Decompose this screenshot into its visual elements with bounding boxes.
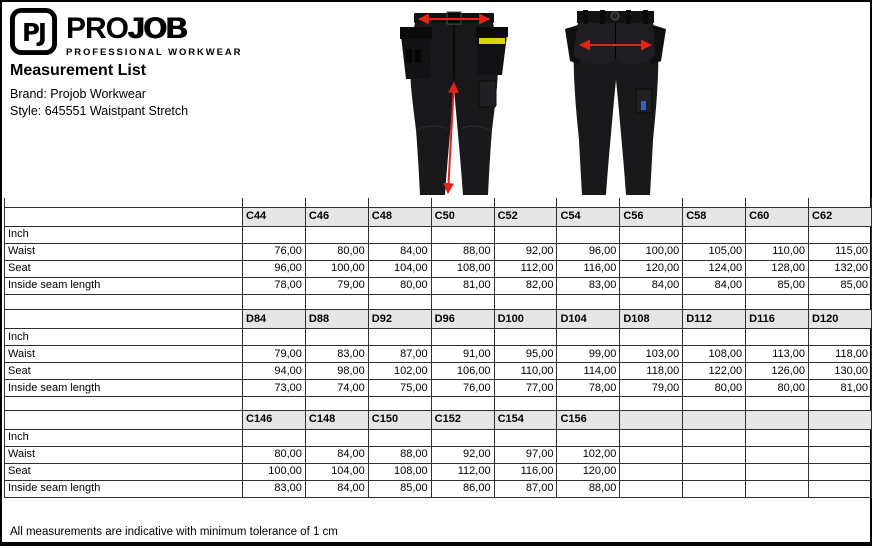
measure-value <box>620 463 683 480</box>
measure-value: 73,00 <box>243 380 306 397</box>
size-header-cell: D116 <box>746 310 809 329</box>
measure-value: 102,00 <box>557 446 620 463</box>
size-table-c <box>4 198 872 295</box>
corner-cell <box>5 410 243 429</box>
measure-value <box>809 480 872 497</box>
measure-value <box>620 446 683 463</box>
measure-value: 88,00 <box>557 480 620 497</box>
measure-value: 82,00 <box>494 277 557 294</box>
measure-row <box>5 346 872 363</box>
measure-value: 100,00 <box>243 463 306 480</box>
measure-label: Inch <box>5 429 243 446</box>
hi-vis-stripe <box>479 38 505 44</box>
spacer-cell <box>243 397 306 410</box>
spacer-cell <box>243 295 306 310</box>
spacer-cell <box>305 295 368 310</box>
measure-row <box>5 277 872 294</box>
measure-row <box>5 226 872 243</box>
measure-label: Waist <box>5 346 243 363</box>
page-title: Measurement List <box>10 62 147 79</box>
measure-value: 78,00 <box>243 277 306 294</box>
measure-value: 81,00 <box>809 380 872 397</box>
cargo-pocket <box>479 81 496 107</box>
size-header-cell: C48 <box>368 207 431 226</box>
measure-value <box>431 429 494 446</box>
spacer-cell <box>431 295 494 310</box>
measure-value <box>368 329 431 346</box>
measure-value <box>683 429 746 446</box>
spacer-row <box>5 397 872 410</box>
size-header-cell: C154 <box>494 410 557 429</box>
measure-value <box>746 480 809 497</box>
measure-value <box>809 446 872 463</box>
measure-value: 79,00 <box>620 380 683 397</box>
measure-value: 88,00 <box>368 446 431 463</box>
measure-value <box>305 429 368 446</box>
measure-value: 84,00 <box>305 446 368 463</box>
size-header-row <box>5 410 872 429</box>
measure-value: 108,00 <box>431 260 494 277</box>
measure-value: 86,00 <box>431 480 494 497</box>
size-header-cell <box>683 410 746 429</box>
measure-value <box>305 226 368 243</box>
measure-value: 77,00 <box>494 380 557 397</box>
measure-value: 115,00 <box>809 243 872 260</box>
size-header-cell <box>746 410 809 429</box>
measure-value <box>746 446 809 463</box>
size-header-cell: D88 <box>305 310 368 329</box>
measure-value: 130,00 <box>809 363 872 380</box>
measure-value <box>809 463 872 480</box>
measure-value: 85,00 <box>368 480 431 497</box>
spacer-cell <box>431 198 494 207</box>
measure-value <box>620 226 683 243</box>
measure-label: Inch <box>5 226 243 243</box>
measure-value: 124,00 <box>683 260 746 277</box>
spacer-cell <box>683 198 746 207</box>
measure-value: 99,00 <box>557 346 620 363</box>
measure-label: Seat <box>5 463 243 480</box>
measure-label: Seat <box>5 363 243 380</box>
measure-value: 126,00 <box>746 363 809 380</box>
measure-value: 116,00 <box>557 260 620 277</box>
measure-row <box>5 446 872 463</box>
measure-label: Waist <box>5 446 243 463</box>
pants-back-photo <box>552 5 679 201</box>
measure-value: 113,00 <box>746 346 809 363</box>
spacer-cell <box>5 295 243 310</box>
measure-row <box>5 429 872 446</box>
measure-value <box>243 329 306 346</box>
measure-value: 79,00 <box>243 346 306 363</box>
measure-value <box>809 226 872 243</box>
svg-text:PJ: PJ <box>21 17 46 47</box>
pj-monogram-icon <box>10 8 57 55</box>
measure-value: 105,00 <box>683 243 746 260</box>
spacer-cell <box>5 397 243 410</box>
spacer-cell <box>620 397 683 410</box>
brand-line: Brand: Projob Workwear <box>10 87 146 101</box>
measure-value: 120,00 <box>620 260 683 277</box>
spacer-cell <box>746 198 809 207</box>
measure-value: 80,00 <box>368 277 431 294</box>
measurement-tables <box>4 198 872 498</box>
measure-value: 110,00 <box>746 243 809 260</box>
size-header-cell: D96 <box>431 310 494 329</box>
measure-value <box>683 329 746 346</box>
spacer-cell <box>746 295 809 310</box>
measure-value: 84,00 <box>683 277 746 294</box>
measure-value <box>243 226 306 243</box>
measure-row <box>5 329 872 346</box>
measure-row <box>5 260 872 277</box>
spacer-cell <box>620 295 683 310</box>
spacer-cell <box>368 397 431 410</box>
measure-value: 122,00 <box>683 363 746 380</box>
size-header-cell: D84 <box>243 310 306 329</box>
measure-value: 85,00 <box>809 277 872 294</box>
measure-value: 100,00 <box>305 260 368 277</box>
measure-label: Inside seam length <box>5 480 243 497</box>
measure-value: 98,00 <box>305 363 368 380</box>
size-header-cell: C50 <box>431 207 494 226</box>
measure-value: 87,00 <box>368 346 431 363</box>
spacer-cell <box>683 295 746 310</box>
spacer-cell <box>243 198 306 207</box>
measure-value: 132,00 <box>809 260 872 277</box>
measure-value: 84,00 <box>305 480 368 497</box>
measure-value <box>243 429 306 446</box>
measure-value: 75,00 <box>368 380 431 397</box>
measure-value <box>683 226 746 243</box>
measure-label: Inside seam length <box>5 277 243 294</box>
size-header-cell: C62 <box>809 207 872 226</box>
measure-row <box>5 463 872 480</box>
measure-value: 80,00 <box>305 243 368 260</box>
spacer-cell <box>557 397 620 410</box>
measure-value: 80,00 <box>243 446 306 463</box>
pants-front-photo <box>383 5 525 201</box>
spacer-row <box>5 198 872 207</box>
measure-value: 84,00 <box>368 243 431 260</box>
spacer-cell <box>5 198 243 207</box>
measure-row <box>5 380 872 397</box>
size-header-cell: C150 <box>368 410 431 429</box>
measure-value: 88,00 <box>431 243 494 260</box>
spacer-cell <box>809 295 872 310</box>
size-header-row <box>5 310 872 329</box>
size-header-cell: C148 <box>305 410 368 429</box>
measure-label: Waist <box>5 243 243 260</box>
measure-value <box>557 429 620 446</box>
measure-value <box>809 429 872 446</box>
measure-value: 83,00 <box>305 346 368 363</box>
size-header-cell: D92 <box>368 310 431 329</box>
measure-value: 80,00 <box>683 380 746 397</box>
measure-value <box>494 226 557 243</box>
measure-value: 112,00 <box>494 260 557 277</box>
measure-value <box>431 329 494 346</box>
measure-value <box>683 463 746 480</box>
measure-value: 104,00 <box>305 463 368 480</box>
style-line: Style: 645551 Waistpant Stretch <box>10 104 189 118</box>
measure-value: 116,00 <box>494 463 557 480</box>
measure-value <box>368 429 431 446</box>
measure-value <box>494 429 557 446</box>
measure-value <box>620 429 683 446</box>
size-table-d <box>4 295 872 398</box>
measure-value: 120,00 <box>557 463 620 480</box>
spacer-cell <box>557 295 620 310</box>
measure-value <box>557 226 620 243</box>
measure-value: 95,00 <box>494 346 557 363</box>
size-header-cell: D108 <box>620 310 683 329</box>
spacer-cell <box>494 198 557 207</box>
size-header-row <box>5 207 872 226</box>
measure-value: 80,00 <box>746 380 809 397</box>
spacer-cell <box>494 295 557 310</box>
measure-value: 79,00 <box>305 277 368 294</box>
size-header-cell: C156 <box>557 410 620 429</box>
measure-value <box>746 429 809 446</box>
measure-value: 78,00 <box>557 380 620 397</box>
measure-value: 103,00 <box>620 346 683 363</box>
spacer-cell <box>809 198 872 207</box>
size-header-cell: D112 <box>683 310 746 329</box>
measure-value: 106,00 <box>431 363 494 380</box>
measure-value: 85,00 <box>746 277 809 294</box>
measure-value <box>746 463 809 480</box>
size-header-cell <box>620 410 683 429</box>
measure-value: 96,00 <box>557 243 620 260</box>
size-header-cell: C56 <box>620 207 683 226</box>
size-header-cell: D104 <box>557 310 620 329</box>
measure-row <box>5 480 872 497</box>
size-table-c146 <box>4 397 872 498</box>
spacer-cell <box>368 198 431 207</box>
size-header-cell: C60 <box>746 207 809 226</box>
measure-value: 76,00 <box>431 380 494 397</box>
measure-value <box>494 329 557 346</box>
seat-panel <box>573 23 655 65</box>
measure-value: 94,00 <box>243 363 306 380</box>
measure-value: 108,00 <box>368 463 431 480</box>
measure-value <box>746 329 809 346</box>
measure-value: 97,00 <box>494 446 557 463</box>
measure-value <box>368 226 431 243</box>
measure-value: 118,00 <box>809 346 872 363</box>
size-header-cell <box>809 410 872 429</box>
spacer-cell <box>494 397 557 410</box>
size-header-cell: C54 <box>557 207 620 226</box>
measure-value <box>620 329 683 346</box>
measure-value <box>620 480 683 497</box>
measure-value: 87,00 <box>494 480 557 497</box>
measure-value: 112,00 <box>431 463 494 480</box>
measure-row <box>5 243 872 260</box>
spacer-cell <box>620 198 683 207</box>
size-header-cell: C146 <box>243 410 306 429</box>
size-header-cell: C46 <box>305 207 368 226</box>
measure-value: 108,00 <box>683 346 746 363</box>
spacer-row <box>5 295 872 310</box>
measure-value <box>683 446 746 463</box>
projob-logo <box>10 8 242 58</box>
blue-tag <box>641 101 646 110</box>
measure-value: 83,00 <box>557 277 620 294</box>
measure-value <box>431 226 494 243</box>
tolerance-note: All measurements are indicative with minimum tolerance of 1 cm <box>10 526 338 538</box>
measure-value: 100,00 <box>620 243 683 260</box>
back-logo-badge <box>611 12 619 20</box>
spacer-cell <box>683 397 746 410</box>
spacer-cell <box>557 198 620 207</box>
measure-label: Inside seam length <box>5 380 243 397</box>
measure-row <box>5 363 872 380</box>
spacer-cell <box>746 397 809 410</box>
measure-label: Inch <box>5 329 243 346</box>
logo-text <box>66 8 242 58</box>
size-header-cell: C44 <box>243 207 306 226</box>
spacer-cell <box>305 397 368 410</box>
size-header-cell: C152 <box>431 410 494 429</box>
corner-cell <box>5 310 243 329</box>
spacer-cell <box>368 295 431 310</box>
measure-value: 84,00 <box>620 277 683 294</box>
measure-value <box>557 329 620 346</box>
size-header-cell: D120 <box>809 310 872 329</box>
spacer-cell <box>809 397 872 410</box>
measure-value <box>809 329 872 346</box>
measure-value: 74,00 <box>305 380 368 397</box>
measure-value: 118,00 <box>620 363 683 380</box>
size-header-cell: D100 <box>494 310 557 329</box>
measure-value: 83,00 <box>243 480 306 497</box>
logo-tagline: PROFESSIONAL WORKWEAR <box>66 47 243 58</box>
measure-value: 92,00 <box>494 243 557 260</box>
spacer-cell <box>305 198 368 207</box>
measure-value: 102,00 <box>368 363 431 380</box>
measure-label: Seat <box>5 260 243 277</box>
measure-value <box>683 480 746 497</box>
size-header-cell: C52 <box>494 207 557 226</box>
measure-value: 104,00 <box>368 260 431 277</box>
measure-value: 110,00 <box>494 363 557 380</box>
measure-value: 114,00 <box>557 363 620 380</box>
size-header-cell: C58 <box>683 207 746 226</box>
measure-value: 96,00 <box>243 260 306 277</box>
measure-value: 91,00 <box>431 346 494 363</box>
measure-value <box>305 329 368 346</box>
corner-cell <box>5 207 243 226</box>
measure-value <box>746 226 809 243</box>
measure-value: 76,00 <box>243 243 306 260</box>
measure-value: 128,00 <box>746 260 809 277</box>
spacer-cell <box>431 397 494 410</box>
measure-value: 92,00 <box>431 446 494 463</box>
measure-value: 81,00 <box>431 277 494 294</box>
logo-wordmark: PROJOB <box>66 12 187 45</box>
